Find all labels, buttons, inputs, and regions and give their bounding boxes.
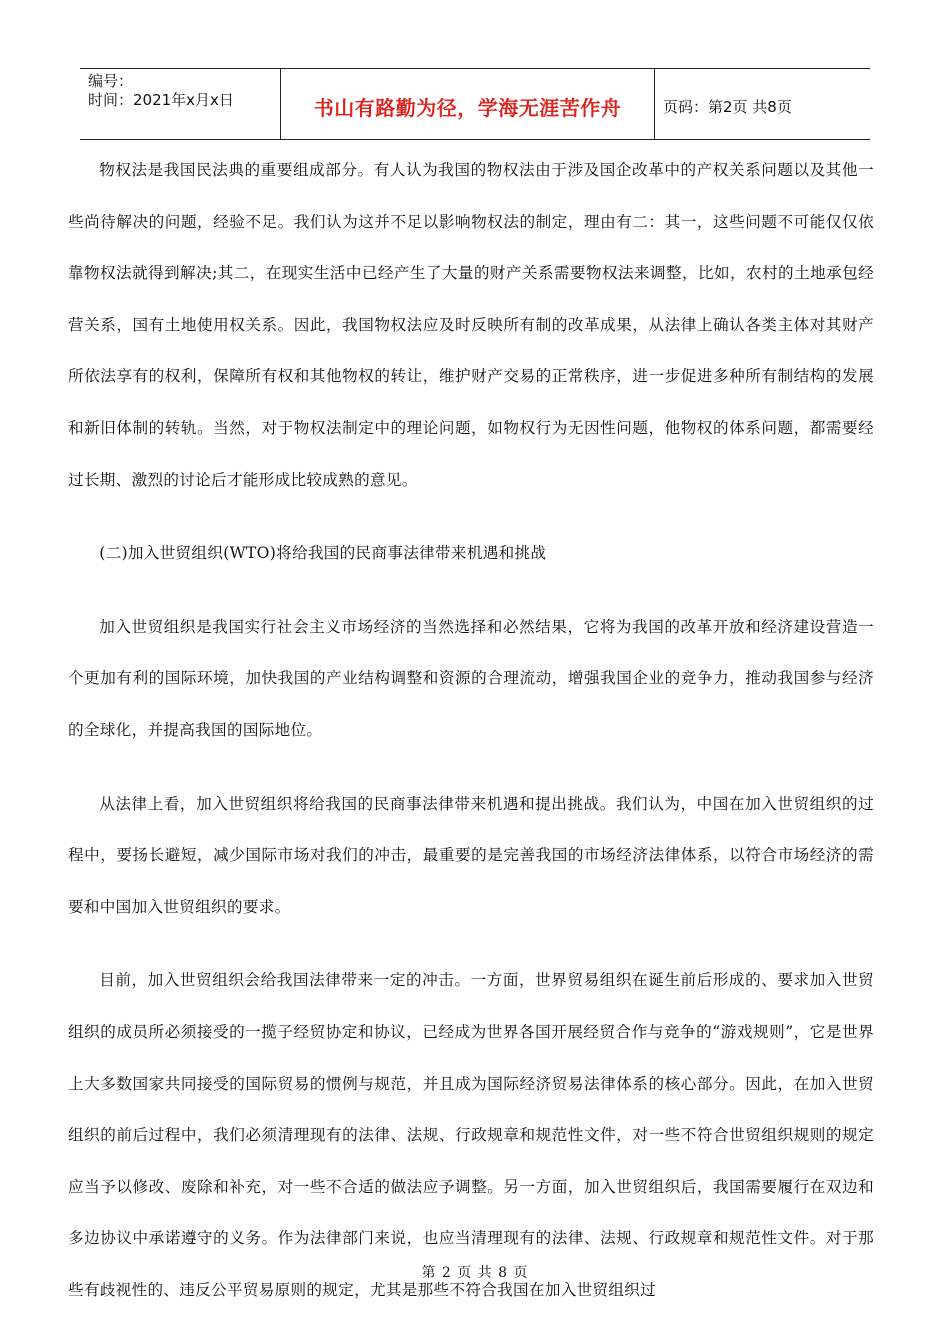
header-page-info: 页码：第2页 共8页 bbox=[663, 97, 792, 116]
footer-page-number: 第 2 页 共 8 页 bbox=[421, 1265, 529, 1281]
document-body bbox=[68, 145, 874, 1316]
section-heading-wto: (二)加入世贸组织(WTO)将给我国的民商事法律带来机遇和挑战 bbox=[99, 544, 547, 563]
page-footer bbox=[0, 1262, 950, 1282]
paragraph-impact: 目前，加入世贸组织会给我国法律带来一定的冲击。一方面，世界贸易组织在诞生前后形成的、要求加入世贸组织的成员所必须接受的一揽子经贸协定和协议，已经成为世界各国开展经贸合作与竞争的“游戏规则”，它是世界上大多数国家共同接受的国际贸易的惯例与规范，并且成为国际经济贸易法律体系的核心部分。因此，在加入世贸组织的前后过程中，我们必须清理现有的法律、法规、行政规章和规范性文件，对一些不符合世贸组织规则的规定应当予以修改、废除和补充，对一些不合适的做法应予调整。另一方面，加入世贸组织后，我国需要履行在双边和多边协议中承诺遵守的义务。作为法律部门来说，也应当清理现有的法律、法规、行政规章和规范性文件。对于那些有歧视性的、违反公平贸易原则的规定，尤其是那些不符合我国在加入世贸组织过 bbox=[68, 971, 874, 1299]
paragraph-wto-choice: 加入世贸组织是我国实行社会主义市场经济的当然选择和必然结果，它将为我国的改革开放和经济建设营造一个更加有利的国际环境，加快我国的产业结构调整和资源的合理流动，增强我国企业的竞争力，推动我国参与经济的全球化，并提高我国的国际地位。 bbox=[68, 617, 874, 739]
page-header bbox=[80, 68, 870, 140]
date-label: 时间：2021年x月x日 bbox=[88, 91, 234, 109]
paragraph-property-law: 物权法是我国民法典的重要组成部分。有人认为我国的物权法由于涉及国企改革中的产权关系问题以及其他一些尚待解决的问题，经验不足。我们认为这并不足以影响物权法的制定，理由有二：其一，这些问题不可能仅仅依靠物权法就得到解决;其二，在现实生活中已经产生了大量的财产关系需要物权法来调整，比如，农村的土地承包经营关系，国有土地使用权关系。因此，我国物权法应及时反映所有制的改革成果，从法律上确认各类主体对其财产所依法享有的权利，保障所有权和其他物权的转让，维护财产交易的正常秩序，进一步促进多种所有制结构的发展和新旧体制的转轨。当然，对于物权法制定中的理论问题，如物权行为无因性问题，他物权的体系问题，都需要经过长期、激烈的讨论后才能形成比较成熟的意见。 bbox=[68, 161, 874, 489]
header-motto: 书山有路勤为径，学海无涯苦作舟 bbox=[281, 69, 655, 139]
number-label: 编号： bbox=[88, 72, 134, 90]
header-meta bbox=[80, 69, 281, 139]
paragraph-legal-view: 从法律上看，加入世贸组织将给我国的民商事法律带来机遇和提出挑战。我们认为，中国在加入世贸组织的过程中，要扬长避短，减少国际市场对我们的冲击，最重要的是完善我国的市场经济法律体系，以符合市场经济的需要和中国加入世贸组织的要求。 bbox=[68, 794, 874, 916]
